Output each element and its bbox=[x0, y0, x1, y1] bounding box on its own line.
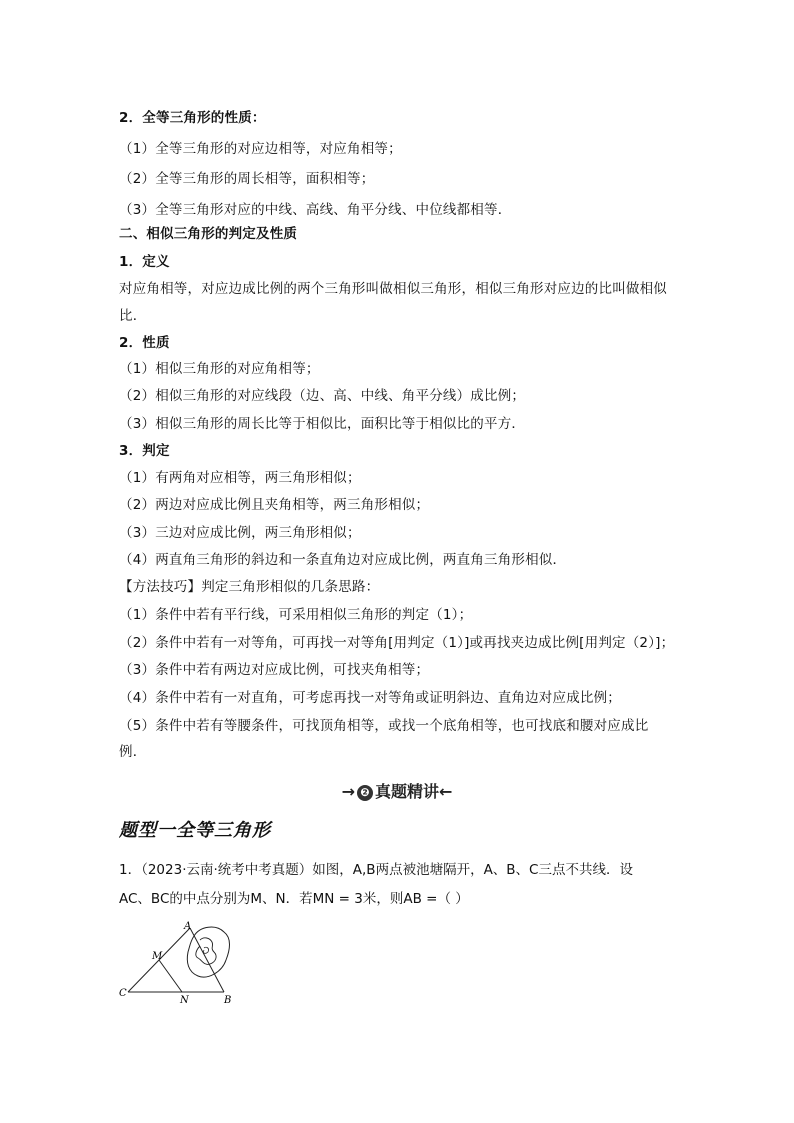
segment-MN bbox=[159, 960, 182, 992]
list-item: 例． bbox=[119, 744, 147, 760]
list-item: （1）相似三角形的对应角相等； bbox=[119, 361, 320, 377]
paragraph-definition: 对应角相等，对应边成比例的两个三角形叫做相似三角形，相似三角形对应边的比叫做相似 bbox=[119, 281, 667, 297]
list-item: （2）相似三角形的对应线段（边、高、中线、角平分线）成比例； bbox=[119, 388, 526, 404]
arrow-right-icon: → bbox=[341, 782, 355, 801]
pond-triangle-figure bbox=[116, 918, 246, 1004]
heading-congruent-properties: 2．全等三角形的性质： bbox=[119, 110, 266, 126]
label-B: B bbox=[224, 995, 232, 1004]
label-N: N bbox=[180, 995, 189, 1004]
list-item: （3）条件中若有两边对应成比例，可找夹角相等； bbox=[119, 662, 430, 678]
list-item: （1）条件中若有平行线，可采用相似三角形的判定（1）； bbox=[119, 607, 473, 623]
label-M: M bbox=[152, 951, 163, 962]
question-line-1: 1．（2023·云南·统考中考真题）如图，A,B两点被池塘隔开，A、B、C三点不共线．设 bbox=[119, 862, 633, 878]
list-item: （4）两直角三角形的斜边和一条直角边对应成比例，两直角三角形相似． bbox=[119, 552, 567, 568]
list-item: （3）三边对应成比例，两三角形相似； bbox=[119, 525, 361, 541]
list-item: （2）条件中若有一对等角，可再找一对等角[用判定（1）]或再找夹边成比例[用判定（2）]； bbox=[119, 635, 675, 651]
list-item: （3）全等三角形对应的中线、高线、角平分线、中位线都相等． bbox=[119, 202, 512, 218]
heading-definition: 1．定义 bbox=[119, 254, 170, 270]
label-A: A bbox=[184, 921, 192, 932]
list-item: （1）有两角对应相等，两三角形相似； bbox=[119, 470, 361, 486]
paragraph-definition-end: 比． bbox=[119, 308, 147, 324]
number-two-icon: ❷ bbox=[357, 785, 373, 801]
list-item: （2）全等三角形的周长相等，面积相等； bbox=[119, 171, 375, 187]
section-title-label: 真题精讲 bbox=[374, 782, 439, 801]
label-C: C bbox=[119, 988, 127, 999]
method-tips-heading: 【方法技巧】判定三角形相似的几条思路： bbox=[119, 579, 380, 595]
list-item: （4）条件中若有一对直角，可考虑再找一对等角或证明斜边、直角边对应成比例； bbox=[119, 690, 621, 706]
list-item: （5）条件中若有等腰条件，可找顶角相等，或找一个底角相等，也可找底和腰对应成比 bbox=[119, 718, 649, 734]
heading-criteria: 3．判定 bbox=[119, 443, 170, 459]
heading-properties: 2．性质 bbox=[119, 335, 170, 351]
question-line-2: AC、BC的中点分别为M、N．若MN = 3米，则AB =（ ） bbox=[119, 891, 469, 907]
heading-similar-triangles: 二、相似三角形的判定及性质 bbox=[119, 226, 298, 242]
pond-ripples bbox=[196, 938, 216, 965]
list-item: （2）两边对应成比例且夹角相等，两三角形相似； bbox=[119, 497, 430, 513]
list-item: （1）全等三角形的对应边相等，对应角相等； bbox=[119, 141, 402, 157]
list-item: （3）相似三角形的周长比等于相似比，面积比等于相似比的平方． bbox=[119, 416, 526, 432]
arrow-left-icon: ← bbox=[439, 782, 453, 801]
question-type-heading: 题型一全等三角形 bbox=[119, 820, 271, 841]
section-title-real-exam bbox=[0, 779, 794, 802]
